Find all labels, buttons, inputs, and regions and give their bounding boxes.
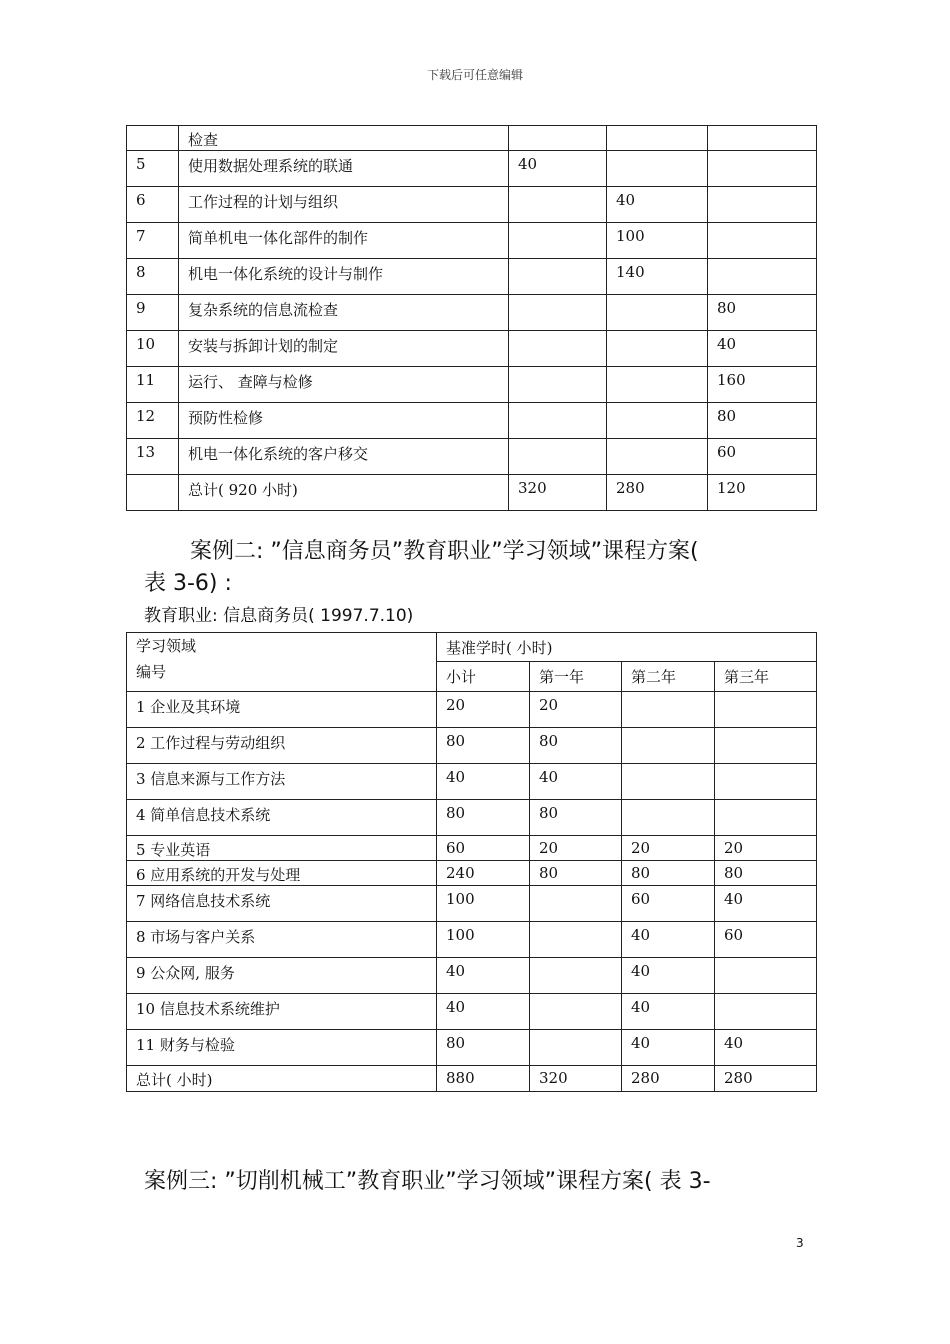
table-cell	[509, 259, 607, 295]
table-cell: 10	[127, 331, 179, 367]
table-cell	[509, 403, 607, 439]
table-cell: 280	[622, 1066, 715, 1092]
table-cell: 40	[622, 994, 715, 1030]
table-cell: 80	[530, 800, 622, 836]
table-cell	[607, 151, 708, 187]
table-cell: 320	[509, 475, 607, 511]
table-cell	[622, 800, 715, 836]
table-cell	[509, 331, 607, 367]
table-cell: 80	[437, 1030, 530, 1066]
table-cell: 工作过程的计划与组织	[179, 187, 509, 223]
table-cell: 320	[530, 1066, 622, 1092]
table-cell	[708, 223, 817, 259]
table-cell: 使用数据处理系统的联通	[179, 151, 509, 187]
table-row	[127, 331, 817, 367]
table-cell	[607, 126, 708, 151]
table-cell: 预防性检修	[179, 403, 509, 439]
table-cell: 13	[127, 439, 179, 475]
table-cell: 40	[708, 331, 817, 367]
table-cell: 总计( 小时)	[127, 1066, 437, 1092]
table-cell: 60	[715, 922, 817, 958]
table-cell	[530, 1030, 622, 1066]
table-cell	[607, 439, 708, 475]
table-cell	[715, 800, 817, 836]
table-cell	[509, 367, 607, 403]
table-row	[127, 187, 817, 223]
table-cell	[715, 764, 817, 800]
table-cell	[607, 403, 708, 439]
table-cell: 20	[715, 836, 817, 861]
table-cell: 10 信息技术系统维护	[127, 994, 437, 1030]
header-year-3: 第三年	[715, 662, 817, 692]
table-row	[127, 836, 817, 861]
table-cell: 40	[715, 1030, 817, 1066]
table-cell: 80	[437, 800, 530, 836]
table-cell: 60	[708, 439, 817, 475]
table-row	[127, 439, 817, 475]
table-row	[127, 259, 817, 295]
table-cell: 240	[437, 861, 530, 886]
table-row	[127, 403, 817, 439]
table-course-hours-part	[126, 125, 817, 511]
table-cell: 40	[530, 764, 622, 800]
table-cell	[715, 692, 817, 728]
table-cell: 检查	[179, 126, 509, 151]
table-cell: 11	[127, 367, 179, 403]
table-cell: 280	[715, 1066, 817, 1092]
table-cell	[715, 994, 817, 1030]
case2-title-line1: 案例二: ”信息商务员”教育职业”学习领域”课程方案(	[190, 539, 699, 564]
table-cell: 简单机电一体化部件的制作	[179, 223, 509, 259]
table-row	[127, 800, 817, 836]
table-row	[127, 728, 817, 764]
table-cell: 40	[437, 764, 530, 800]
table-cell	[530, 922, 622, 958]
table-cell: 9 公众网, 服务	[127, 958, 437, 994]
table-cell: 8	[127, 259, 179, 295]
table-cell: 机电一体化系统的设计与制作	[179, 259, 509, 295]
header-number-label: 编号	[136, 663, 167, 681]
table-cell: 8 市场与客户关系	[127, 922, 437, 958]
table-cell: 40	[622, 958, 715, 994]
table-cell	[715, 728, 817, 764]
table-cell: 160	[708, 367, 817, 403]
table-cell: 80	[715, 861, 817, 886]
page-number: 3	[796, 1236, 804, 1250]
table-cell: 总计( 920 小时)	[179, 475, 509, 511]
table-cell: 安装与拆卸计划的制定	[179, 331, 509, 367]
table-cell	[509, 223, 607, 259]
table-cell: 40	[622, 1030, 715, 1066]
table-row	[127, 475, 817, 511]
table-row	[127, 922, 817, 958]
table-cell: 40	[715, 886, 817, 922]
table-row	[127, 994, 817, 1030]
table-cell: 40	[509, 151, 607, 187]
table-cell: 80	[708, 403, 817, 439]
case3-title: 案例三: ”切削机械工”教育职业”学习领域”课程方案( 表 3-	[144, 1169, 711, 1194]
table-cell: 机电一体化系统的客户移交	[179, 439, 509, 475]
table-cell	[607, 367, 708, 403]
table-cell: 4 简单信息技术系统	[127, 800, 437, 836]
table-cell: 40	[437, 994, 530, 1030]
table-cell: 80	[530, 861, 622, 886]
table-row	[127, 367, 817, 403]
table-cell: 40	[437, 958, 530, 994]
table-cell: 7 网络信息技术系统	[127, 886, 437, 922]
table-cell: 80	[708, 295, 817, 331]
table-cell: 2 工作过程与劳动组织	[127, 728, 437, 764]
table-cell	[127, 126, 179, 151]
table-cell	[509, 439, 607, 475]
case2-subtitle: 教育职业: 信息商务员( 1997.7.10)	[144, 606, 414, 626]
table-cell: 7	[127, 223, 179, 259]
table-cell	[530, 886, 622, 922]
table-row	[127, 126, 817, 151]
table-cell	[607, 295, 708, 331]
table-cell	[127, 475, 179, 511]
table-cell: 140	[607, 259, 708, 295]
table-cell: 40	[607, 187, 708, 223]
table-row	[127, 764, 817, 800]
table-row	[127, 861, 817, 886]
table-cell	[622, 692, 715, 728]
header-learning-field-label: 学习领域	[136, 637, 197, 655]
table-cell: 20	[530, 836, 622, 861]
table-cell	[622, 764, 715, 800]
table-cell: 280	[607, 475, 708, 511]
table-cell	[509, 126, 607, 151]
case2-title-line2: 表 3-6) :	[144, 571, 232, 596]
table-cell: 20	[530, 692, 622, 728]
table-cell	[509, 187, 607, 223]
table-cell: 20	[437, 692, 530, 728]
table-cell: 80	[437, 728, 530, 764]
table-cell	[530, 994, 622, 1030]
table-cell: 880	[437, 1066, 530, 1092]
table-cell: 6 应用系统的开发与处理	[127, 861, 437, 886]
table-cell: 20	[622, 836, 715, 861]
table-row	[127, 1030, 817, 1066]
table-row	[127, 958, 817, 994]
table-row	[127, 692, 817, 728]
table-header-row	[127, 633, 817, 662]
table-cell	[708, 259, 817, 295]
table-cell	[622, 728, 715, 764]
table-cell: 120	[708, 475, 817, 511]
table-cell: 80	[530, 728, 622, 764]
table-cell: 40	[622, 922, 715, 958]
table-cell: 100	[437, 922, 530, 958]
header-year-2: 第二年	[622, 662, 715, 692]
table-cell	[607, 331, 708, 367]
table-cell	[530, 958, 622, 994]
table-cell: 5	[127, 151, 179, 187]
header-year-1: 第一年	[530, 662, 622, 692]
header-note: 下载后可任意编辑	[426, 68, 523, 82]
table-cell: 6	[127, 187, 179, 223]
table-cell	[708, 126, 817, 151]
table-cell: 60	[437, 836, 530, 861]
table-cell: 3 信息来源与工作方法	[127, 764, 437, 800]
table-row	[127, 1066, 817, 1092]
table-row	[127, 151, 817, 187]
table-cell: 12	[127, 403, 179, 439]
header-subtotal: 小计	[437, 662, 530, 692]
table-cell: 100	[437, 886, 530, 922]
table-cell: 100	[607, 223, 708, 259]
table-cell: 1 企业及其环境	[127, 692, 437, 728]
header-base-hours: 基准学时( 小时)	[437, 633, 817, 662]
table-row	[127, 295, 817, 331]
table-cell	[509, 295, 607, 331]
table-cell: 60	[622, 886, 715, 922]
table-info-commerce-curriculum	[126, 632, 817, 1092]
table-cell: 80	[622, 861, 715, 886]
table-cell: 5 专业英语	[127, 836, 437, 861]
table-cell	[708, 187, 817, 223]
table-cell: 运行、 查障与检修	[179, 367, 509, 403]
table-row	[127, 886, 817, 922]
table-cell: 11 财务与检验	[127, 1030, 437, 1066]
table-cell	[708, 151, 817, 187]
table-row	[127, 223, 817, 259]
header-learning-field	[127, 633, 437, 692]
table-cell: 9	[127, 295, 179, 331]
table-cell	[715, 958, 817, 994]
table-cell: 复杂系统的信息流检查	[179, 295, 509, 331]
